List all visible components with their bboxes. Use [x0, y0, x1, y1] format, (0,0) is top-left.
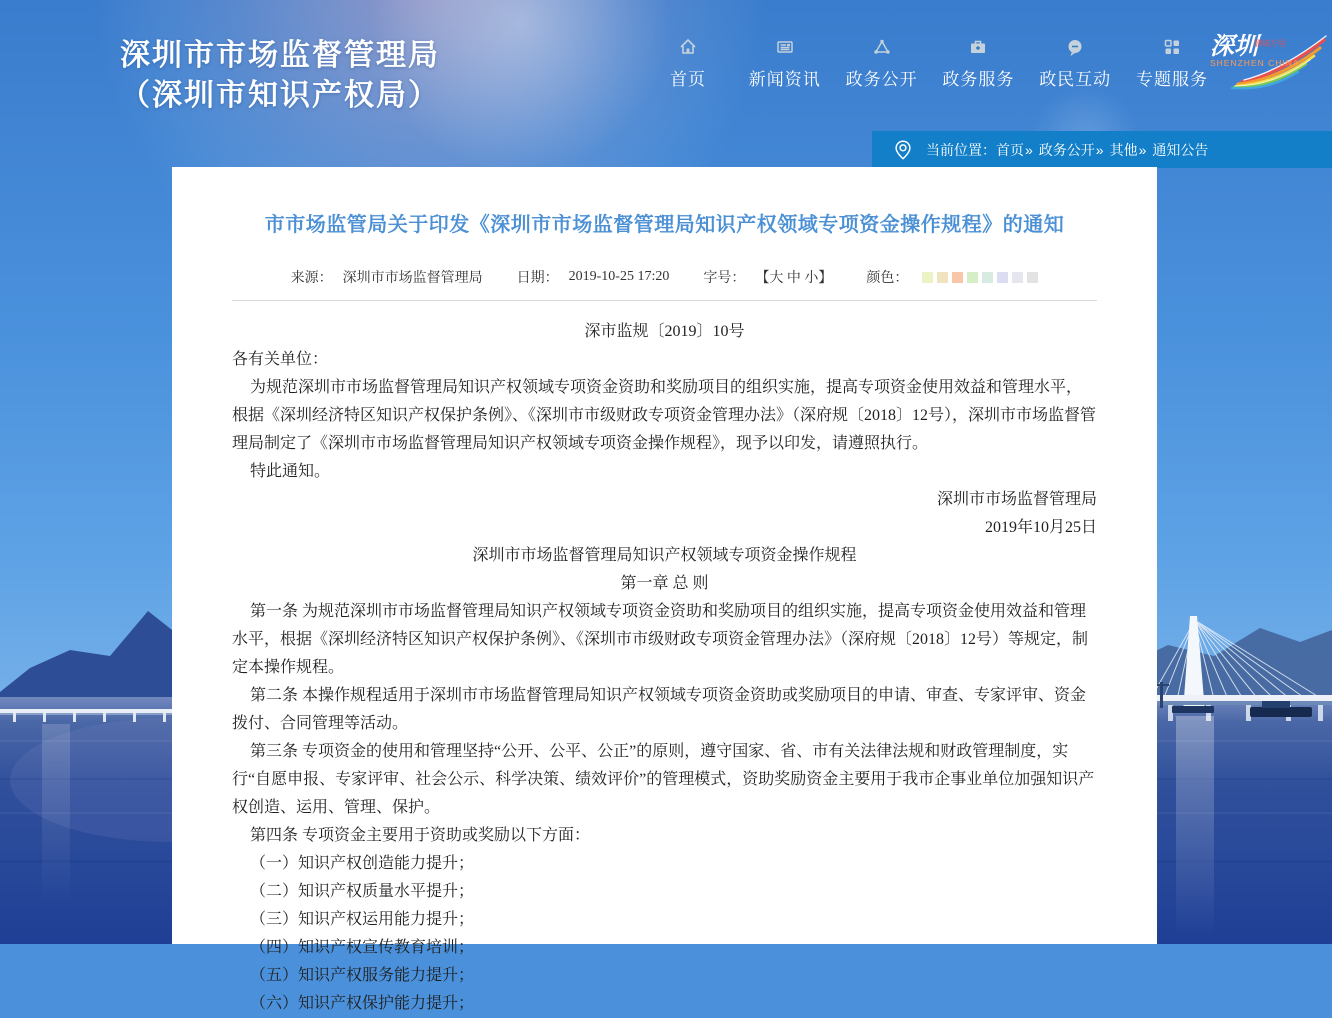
meta-divider: [232, 300, 1097, 301]
meta-date: [517, 267, 670, 287]
breadcrumb-prefix: 当前位置：: [926, 141, 996, 158]
breadcrumb-link-notices[interactable]: 通知公告: [1152, 141, 1209, 158]
site-title-line1: 深圳市市场监督管理局: [120, 39, 440, 72]
site-header: [0, 0, 1332, 131]
article-content-card: [172, 167, 1157, 1012]
breadcrumb-link-other[interactable]: 其他: [1109, 141, 1138, 158]
news-icon: [775, 36, 795, 58]
breadcrumb-separator: »: [1138, 141, 1147, 158]
nav-label: 政务公开: [845, 70, 918, 89]
closing-line: 特此通知。: [250, 463, 331, 480]
meta-color-label: 颜色：: [866, 271, 909, 286]
nav-label: 专题服务: [1135, 70, 1208, 89]
notice-paragraph: 为规范深圳市市场监督管理局知识产权领域专项资金资助和奖励项目的组织实施，提高专项资金使用效益和管理水平，根据《深圳经济特区知识产权保护条例》、《深圳市市级财政专项资金管理办法》（深府规〔2018〕12号），深圳市市场监督管理局制定了《深圳市市场监督管理局知识产权领域专项资金操作规程》，现予以印发，请遵照执行。: [232, 379, 1097, 452]
meta-font-size-label: 字号：: [703, 271, 746, 286]
list-item-1: （一）知识产权创造能力提升；: [250, 855, 475, 872]
color-swatches: [918, 272, 1038, 283]
list-item-2: （二）知识产权质量水平提升；: [250, 883, 475, 900]
nav-item-disclosure[interactable]: [846, 36, 918, 90]
list-item-6: （六）知识产权保护能力提升；: [250, 995, 475, 1012]
breadcrumb-link-disclosure[interactable]: 政务公开: [1038, 141, 1095, 158]
breadcrumb: [872, 131, 1332, 168]
nav-item-services[interactable]: [942, 36, 1014, 90]
color-swatch[interactable]: [1012, 272, 1023, 283]
nav-item-interaction[interactable]: [1039, 36, 1111, 90]
logo-text-en: SHENZHEN CHINA: [1210, 58, 1300, 68]
nav-label: 首页: [670, 70, 706, 89]
regulation-title: 深圳市市场监督管理局知识产权领域专项资金操作规程: [472, 547, 857, 564]
breadcrumb-link-home[interactable]: 首页: [996, 141, 1024, 158]
nav-label: 政务服务: [942, 70, 1015, 89]
color-swatch[interactable]: [952, 272, 963, 283]
list-item-5: （五）知识产权服务能力提升；: [250, 967, 475, 984]
svg-text:鹏城万里: 鹏城万里: [1254, 39, 1286, 48]
nav-item-news[interactable]: [749, 36, 821, 90]
meta-date-value: 2019-10-25 17:20: [568, 269, 670, 284]
home-icon: [678, 36, 698, 58]
nav-label: 新闻资讯: [748, 70, 821, 89]
nav-item-home[interactable]: [652, 36, 724, 90]
color-swatch[interactable]: [937, 272, 948, 283]
main-nav: [652, 36, 1208, 90]
breadcrumb-separator: »: [1095, 141, 1104, 158]
meta-source-label: 来源：: [290, 271, 333, 286]
color-swatch[interactable]: [982, 272, 993, 283]
nav-label: 政民互动: [1039, 70, 1112, 89]
doc-number: 深市监规〔2019〕10号: [584, 323, 745, 340]
article-clause-2: 第二条 本操作规程适用于深圳市市场监督管理局知识产权领域专项资金资助或奖励项目的申请、审查、专家评审、资金拨付、合同管理等活动。: [232, 687, 1087, 732]
article-meta: [232, 267, 1097, 287]
meta-font-size: [703, 267, 832, 287]
nav-item-topics[interactable]: [1136, 36, 1208, 90]
list-item-4: （四）知识产权宣传教育培训；: [250, 939, 475, 956]
meta-color: [866, 267, 1038, 287]
site-title: [120, 36, 440, 116]
font-size-controls[interactable]: 【大 中 小】: [755, 271, 833, 286]
list-item-3: （三）知识产权运用能力提升；: [250, 911, 475, 928]
chat-icon: [1065, 36, 1085, 58]
breadcrumb-separator: »: [1025, 141, 1033, 158]
disclosure-icon: [872, 36, 892, 58]
salutation: 各有关单位：: [232, 351, 329, 368]
chapter-heading: 第一章 总 则: [620, 575, 709, 592]
article-clause-3: 第三条 专项资金的使用和管理坚持“公开、公平、公正”的原则，遵守国家、省、市有关法律法规和财政管理制度，实行“自愿申报、专家评审、社会公示、科学决策、绩效评价”的管理模式，资助奖励资金主要用于我市企事业单位加强知识产权创造、运用、管理、保护。: [232, 743, 1095, 816]
color-swatch[interactable]: [1027, 272, 1038, 283]
meta-date-label: 日期：: [516, 271, 559, 286]
article-title: 市市场监管局关于印发《深圳市市场监督管理局知识产权领域专项资金操作规程》的通知: [264, 214, 1065, 236]
shenzhen-city-logo: [1208, 26, 1330, 94]
site-title-line2: （深圳市知识产权局）: [120, 79, 440, 112]
article-clause-1: 第一条 为规范深圳市市场监督管理局知识产权领域专项资金资助和奖励项目的组织实施，提高专项资金使用效益和管理水平，根据《深圳经济特区知识产权保护条例》、《深圳市市级财政专项资金管理办法》（深府规〔2018〕12号）等规定，制定本操作规程。: [232, 603, 1089, 676]
briefcase-icon: [968, 36, 988, 58]
meta-source-value: 深圳市市场监督管理局: [342, 271, 483, 286]
grid-icon: [1162, 36, 1182, 58]
color-swatch[interactable]: [997, 272, 1008, 283]
color-swatch[interactable]: [967, 272, 978, 283]
meta-source: [291, 267, 483, 287]
signature-date: 2019年10月25日: [984, 519, 1097, 536]
color-swatch[interactable]: [922, 272, 933, 283]
logo-text-zh: 深圳: [1210, 34, 1258, 60]
signature: 深圳市市场监督管理局: [936, 491, 1097, 508]
location-pin-icon: [892, 138, 914, 162]
article-clause-4: 第四条 专项资金主要用于资助或奖励以下方面：: [250, 827, 591, 844]
article-body: [232, 318, 1097, 1018]
